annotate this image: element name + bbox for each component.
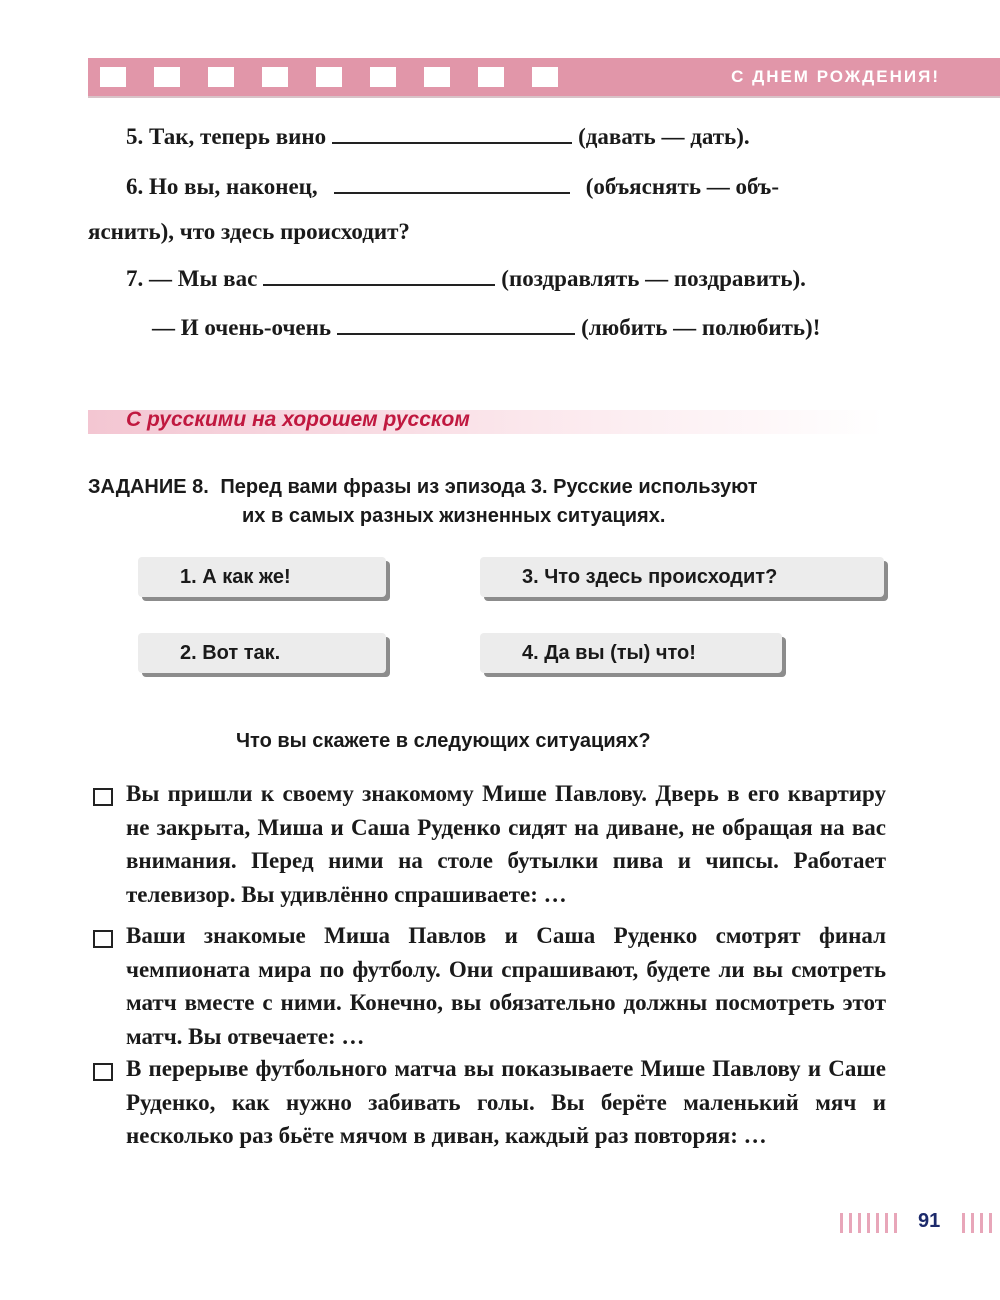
- answer-blank[interactable]: [337, 315, 575, 335]
- header-square-decoration: [424, 67, 450, 87]
- section-title: С русскими на хорошем русском: [126, 408, 470, 431]
- exercise-item-6: [126, 174, 884, 200]
- answer-blank[interactable]: [334, 174, 570, 194]
- phrase-card-2[interactable]: 2. Вот так.: [138, 633, 386, 673]
- phrase-card-4[interactable]: 4. Да вы (ты) что!: [480, 633, 782, 673]
- header-square-decoration: [208, 67, 234, 87]
- footer-bars-decoration: [962, 1213, 998, 1233]
- task-label: ЗАДАНИЕ 8.: [88, 476, 209, 498]
- item-hint: (поздравлять — поздравить).: [501, 266, 806, 291]
- footer-bars-decoration: [840, 1213, 903, 1233]
- chapter-title: С ДНЕМ РОЖДЕНИЯ!: [731, 67, 940, 86]
- header-square-decoration: [532, 67, 558, 87]
- checkbox-icon[interactable]: [93, 788, 113, 806]
- situations-question: Что вы скажете в следующих ситуациях?: [236, 730, 651, 752]
- item-number: 5.: [126, 124, 144, 149]
- item-hint: (объяснять — объ-: [585, 174, 779, 199]
- item-hint: (давать — дать).: [578, 124, 750, 149]
- task-text-line1: Перед вами фразы из эпизода 3. Русские используют: [220, 476, 758, 498]
- header-square-decoration: [100, 67, 126, 87]
- chapter-header-band: [88, 58, 1000, 98]
- answer-blank[interactable]: [263, 266, 495, 286]
- page-number: 91: [918, 1210, 941, 1232]
- header-square-decoration: [154, 67, 180, 87]
- item-text: Так, теперь вино: [149, 124, 327, 149]
- task-text-line2: их в самых разных жизненных ситуациях.: [242, 505, 666, 527]
- exercise-item-7: [126, 266, 806, 292]
- phrase-card-3[interactable]: 3. Что здесь происходит?: [480, 557, 884, 597]
- header-square-decoration: [370, 67, 396, 87]
- item-hint: (любить — полюбить)!: [581, 315, 821, 340]
- item-number: 6.: [126, 174, 144, 199]
- item-text: Но вы, наконец,: [149, 174, 318, 199]
- header-square-decoration: [316, 67, 342, 87]
- item-text: — Мы вас: [149, 266, 258, 291]
- exercise-item-7-reply: [152, 315, 820, 341]
- header-square-decoration: [478, 67, 504, 87]
- exercise-item-5: [126, 124, 750, 150]
- situation-1: Вы пришли к своему знакомому Мише Павлову. Дверь в его квартиру не закрыта, Миша и Саша Руденко сидят на диване, не обращая на вас внимания. Перед ними на столе бутылки пива и чипсы. Работает телевизор. Вы удивлённо спрашиваете: …: [126, 781, 886, 907]
- item-text: — И очень-очень: [152, 315, 332, 340]
- exercise-item-6-continuation: яснить), что здесь происходит?: [88, 219, 410, 244]
- item-number: 7.: [126, 266, 144, 291]
- checkbox-icon[interactable]: [93, 930, 113, 948]
- header-square-decoration: [262, 67, 288, 87]
- situation-3: В перерыве футбольного матча вы показываете Мише Павлову и Саше Руденко, как нужно забивать голы. Вы берёте маленький мяч и несколько раз бьёте мячом в диван, каждый раз повторяя: …: [126, 1056, 886, 1148]
- task-instruction: [88, 476, 758, 499]
- situation-2: Ваши знакомые Миша Павлов и Саша Руденко смотрят финал чемпионата мира по футболу. Они спрашивают, будете ли вы смотреть матч вместе с ними. Конечно, вы обязательно должны посмотреть этот матч. Вы отвечаете: …: [126, 923, 886, 1049]
- answer-blank[interactable]: [332, 124, 572, 144]
- phrase-card-1[interactable]: 1. А как же!: [138, 557, 386, 597]
- checkbox-icon[interactable]: [93, 1063, 113, 1081]
